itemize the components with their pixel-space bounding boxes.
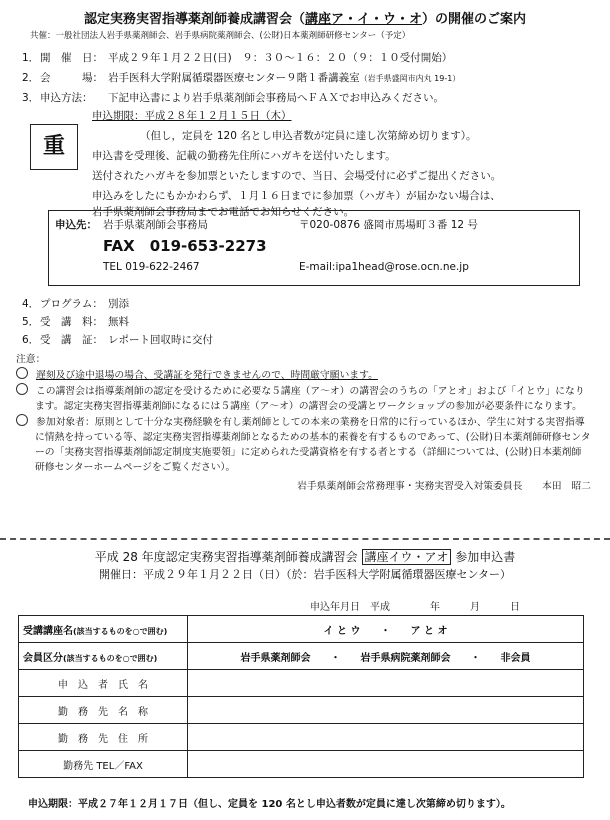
form-label: 勤 務 先 住 所 (19, 724, 188, 751)
contact-label: 申込先： (55, 219, 97, 231)
table-row (19, 643, 584, 670)
page-title (0, 8, 610, 27)
table-row (19, 616, 584, 643)
notes-section (16, 352, 591, 494)
item-date: 1．開 催 日： 平成２９年１月２２日(日) ９：３０～１６：２０（９：１０受付開始） (22, 52, 453, 64)
signature: 岩手県薬剤師会常務理事・実務実習受入対策委員長 本田 昭二 (297, 481, 591, 492)
note-1: 遅刻及び途中退場の場合、受講証を発行できませんので、時間厳守願います。 (16, 367, 591, 383)
item-fee: 5．受 講 料： 無料 (22, 316, 129, 328)
form-label: 申 込 者 氏 名 (19, 670, 188, 697)
heavy-mark: 重 (30, 124, 78, 170)
title-post: ）の開催のご案内 (422, 12, 527, 27)
circle-bullet-icon (16, 414, 28, 426)
workplace-name-field[interactable] (188, 697, 584, 724)
title-pre: 認定実務実習指導薬剤師養成講習会（ (83, 12, 305, 27)
notes-header: 注意： (16, 354, 46, 365)
cosponsor-line: 共催：一般社団法人岩手県薬剤師会、岩手県病院薬剤師会、(公財)日本薬剤師研修センター（予定） (30, 31, 411, 41)
course-select-field[interactable]: イ と ウ ・ ア と オ (188, 616, 584, 643)
item-apply: 3．申込方法： 下記申込書により岩手県薬剤師会事務局へＦＡＸでお申込みください。 (22, 92, 444, 104)
contact-box (48, 210, 580, 286)
item-venue: 2．会 場： 岩手医科大学附属循環器医療センター９階１番講義室（岩手県盛岡市内丸 19-1） (22, 72, 461, 84)
form-deadline: 申込期限：平成２７年１２月１７日（但し、定員を 120 名とし申込者数が定員に達し次第締め切ります）。 (28, 799, 511, 810)
apply-deadline: 申込期限：平成２８年１２月１５日（木） (92, 110, 292, 122)
application-form-table (18, 615, 584, 778)
table-row (19, 751, 584, 778)
table-row (19, 724, 584, 751)
item-program: 4．プログラム： 別添 (22, 298, 129, 310)
form-date-line: 申込年月日 平成 年 月 日 (310, 602, 520, 613)
apply-line-4: 岩手県薬剤師会事務局までお電話でお知らせください。 (92, 206, 355, 218)
contact-tel: TEL 019-622-2467 (103, 261, 200, 273)
apply-capacity: （但し，定員を 120 名とし申込者数が定員に達し次第締め切ります）。 (140, 130, 477, 142)
note-3: 参加対象者：原則として十分な実務経験を有し薬剤師としての本来の業務を日常的に行っているほか、学生に対する実習指導に情熱を持っている等、認定実務実習指導薬剤師となるための基本的素養を有するものであって、(公財)日本薬剤師研修センターの「実務実習指導薬剤師認定制度実施要領」に定められた受講資格を有する者とする（詳細については、(公財)日本薬剤師研修センターホームページをご覧ください）。 (16, 414, 591, 475)
form-label: 会員区分(該当するものを○で囲む) (19, 643, 188, 670)
contact-fax: FAX 019-653-2273 (103, 237, 267, 255)
form-label: 勤 務 先 名 称 (19, 697, 188, 724)
form-label: 受講講座名(該当するものを○で囲む) (19, 616, 188, 643)
note-2: この講習会は指導薬剤師の認定を受けるために必要な５講座（ア～オ）の講習会のうちの「アとオ」および「イとウ」になります。認定実務実習指導薬剤師になるには５講座（ア～オ）の講習会の受講とワークショップの参加が必要条件になります。 (16, 383, 591, 414)
item-cert: 6．受 講 証： レポート回収時に交付 (22, 334, 213, 346)
apply-line-2: 送付されたハガキを参加票といたしますので、当日、会場受付に必ずご提出ください。 (92, 170, 502, 182)
form-title-box: 講座イウ・アオ (362, 549, 452, 565)
member-type-field[interactable]: 岩手県薬剤師会 ・ 岩手県病院薬剤師会 ・ 非会員 (188, 643, 584, 670)
form-subtitle: 開催日：平成２９年１月２２日（日）（於：岩手医科大学附属循環器医療センター） (98, 568, 512, 581)
apply-line-3: 申込みをしたにもかかわらず、１月１６日までに参加票（ハガキ）が届かない場合は、 (92, 190, 501, 202)
circle-bullet-icon (16, 383, 28, 395)
contact-email: E-mail:ipa1head@rose.ocn.ne.jp (299, 261, 469, 273)
apply-line-1: 申込書を受理後、記載の勤務先住所にハガキを送付いたします。 (92, 150, 396, 162)
cut-line (0, 538, 610, 540)
title-highlight: 講座ア・イ・ウ・オ (304, 12, 422, 27)
workplace-tel-fax-field[interactable] (188, 751, 584, 778)
contact-org: 岩手県薬剤師会事務局 (103, 219, 208, 231)
workplace-address-field[interactable] (188, 724, 584, 751)
circle-bullet-icon (16, 367, 28, 379)
contact-address: 〒020-0876 盛岡市馬場町３番 12 号 (299, 219, 478, 231)
applicant-name-field[interactable] (188, 670, 584, 697)
form-label: 勤務先 TEL／FAX (19, 751, 188, 778)
table-row (19, 670, 584, 697)
form-title: 平成 28 年度認定実務実習指導薬剤師養成講習会 講座イウ・アオ 参加申込書 (94, 550, 516, 564)
table-row (19, 697, 584, 724)
